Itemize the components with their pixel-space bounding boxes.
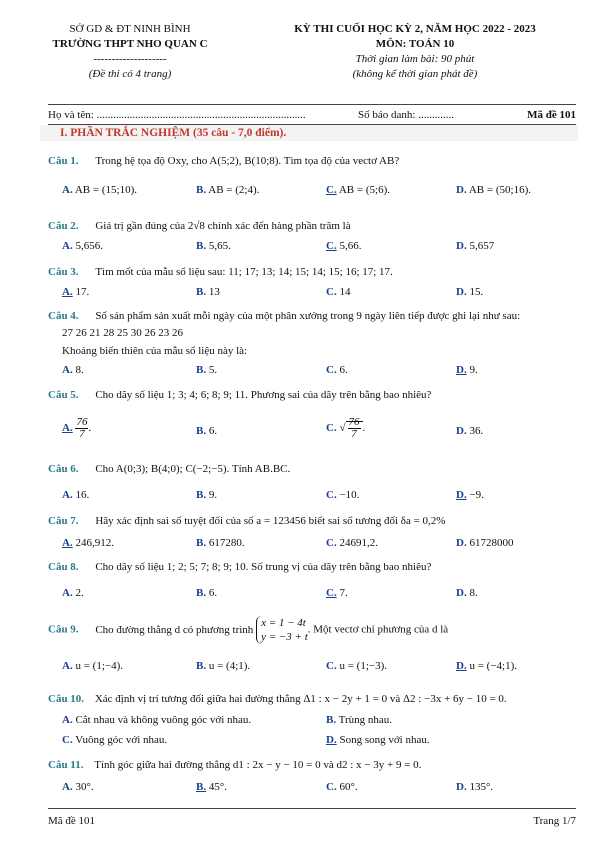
question-text: Giá trị gần đúng của 2√8 chính xác đến hàng phần trăm là	[95, 220, 351, 232]
school-name: TRƯỜNG THPT NHO QUAN C	[52, 38, 208, 50]
question-11	[48, 759, 576, 771]
exam-code: Mã đề 101	[527, 109, 576, 121]
option-a: A. AB = (15;10).	[62, 184, 137, 196]
option-c: C. √ $\frac{76}{7}$ .	[326, 416, 366, 440]
footer-divider	[48, 808, 576, 809]
option-c: C. 24691,2.	[326, 537, 378, 549]
option-d: D. Song song với nhau.	[326, 734, 430, 746]
question-subtext: Khoảng biến thiên của mẫu số liệu này là:	[62, 345, 248, 357]
page-number: Trang 1/7	[533, 815, 576, 827]
option-d: D. 61728000	[456, 537, 514, 549]
option-b: B. 45°.	[196, 781, 227, 793]
question-number: Câu 9.	[48, 623, 79, 636]
section-title: I. PHẦN TRẮC NGHIỆM (35 câu - 7,0 điểm).	[60, 127, 287, 139]
question-1	[48, 155, 576, 167]
question-text: . Một vectơ chỉ phương của d là	[307, 623, 449, 636]
question-number: Câu 2.	[48, 220, 79, 232]
divider	[48, 104, 576, 105]
exam-header	[250, 22, 580, 82]
option-c: C. AB = (5;6).	[326, 184, 390, 196]
question-text: Cho dãy số liệu 1; 3; 4; 6; 8; 9; 11. Phương sai của dãy trên bằng bao nhiêu?	[95, 389, 432, 401]
option-a: A. $\frac{76}{7}$ .	[62, 416, 92, 440]
option-d: D. u = (−4;1).	[456, 660, 517, 672]
question-number: Câu 11.	[48, 759, 84, 771]
option-b: B. AB = (2;4).	[196, 184, 260, 196]
option-c: C. −10.	[326, 489, 360, 501]
option-a: A. 8.	[62, 364, 84, 376]
question-text: Hãy xác định sai số tuyệt đối của số a = 123456 biết sai số tương đối δa = 0,2%	[95, 515, 446, 527]
option-d: D. 8.	[456, 587, 478, 599]
data-line: 27 26 21 28 25 30 26 23 26	[62, 327, 183, 339]
question-text: Trong hệ tọa độ Oxy, cho A(5;2), B(10;8). Tìm tọa độ của vectơ AB?	[95, 155, 400, 167]
question-number: Câu 10.	[48, 693, 85, 705]
student-info-row	[48, 109, 576, 121]
option-a: A. 30°.	[62, 781, 94, 793]
student-name-field: Họ và tên: ............................................................................	[48, 109, 306, 121]
question-number: Câu 5.	[48, 389, 79, 401]
option-c: C. u = (1;−3).	[326, 660, 387, 672]
question-text: Số sản phẩm sản xuất mỗi ngày của một phân xưởng trong 9 ngày liên tiếp được ghi lại như sau:	[95, 310, 521, 322]
option-a: A. 2.	[62, 587, 84, 599]
question-number: Câu 3.	[48, 266, 79, 278]
option-a: A. u = (1;−4).	[62, 660, 123, 672]
footer	[48, 815, 576, 827]
question-5	[48, 389, 576, 401]
option-b: B. Trùng nhau.	[326, 714, 393, 726]
option-b: B. 6.	[196, 587, 218, 599]
option-d: D. 5,657	[456, 240, 495, 252]
exam-time: Thời gian làm bài: 90 phút	[355, 53, 475, 65]
header-dashes: --------------------	[93, 53, 167, 65]
question-text: Cho đường thẳng d có phương trình	[95, 623, 254, 636]
question-6	[48, 463, 576, 475]
option-c: C. Vuông góc với nhau.	[62, 734, 168, 746]
question-10	[48, 693, 576, 705]
section-banner	[40, 125, 578, 141]
option-a: A. 16.	[62, 489, 90, 501]
option-a: A. 246,912.	[62, 537, 114, 549]
exam-title: KỲ THI CUỐI HỌC KỲ 2, NĂM HỌC 2022 - 2023	[294, 23, 536, 35]
option-b: B. 5.	[196, 364, 218, 376]
option-b: B. 9.	[196, 489, 218, 501]
option-d: D. 135°.	[456, 781, 494, 793]
student-id-field: Số báo danh: .............	[358, 109, 454, 121]
option-d: D. 36.	[456, 425, 484, 437]
option-d: D. −9.	[456, 489, 484, 501]
question-text: Xác định vị trí tương đối giữa hai đường thẳng Δ1 : x − 2y + 1 = 0 và Δ2 : −3x + 6y − 10 = 0.	[94, 693, 507, 705]
option-c: C. 14	[326, 286, 351, 298]
option-c: C. 5,66.	[326, 240, 362, 252]
time-note: (không kể thời gian phát đề)	[352, 68, 478, 80]
option-a: A. 5,656.	[62, 240, 103, 252]
option-b: B. 617280.	[196, 537, 245, 549]
question-number: Câu 8.	[48, 561, 79, 573]
option-d: D. 9.	[456, 364, 478, 376]
question-text: Cho A(0;3); B(4;0); C(−2;−5). Tính AB.BC.	[95, 463, 291, 475]
question-text: Tính góc giữa hai đường thẳng d1 : 2x − y − 10 = 0 và d2 : x − 3y + 9 = 0.	[94, 759, 422, 771]
question-4	[48, 310, 576, 322]
question-number: Câu 6.	[48, 463, 79, 475]
question-number: Câu 1.	[48, 155, 79, 167]
school-header	[20, 22, 240, 82]
question-number: Câu 7.	[48, 515, 79, 527]
question-number: Câu 4.	[48, 310, 79, 322]
option-c: C. 60°.	[326, 781, 358, 793]
question-2	[48, 220, 576, 232]
question-3	[48, 266, 576, 278]
question-text: Tìm mốt của mẫu số liệu sau: 11; 17; 13; 14; 15; 14; 15; 16; 17; 17.	[95, 266, 393, 278]
option-b: B. 13	[196, 286, 220, 298]
option-d: D. AB = (50;16).	[456, 184, 531, 196]
question-8	[48, 561, 576, 573]
pages-note: (Đề thi có 4 trang)	[88, 68, 172, 80]
footer-exam-code: Mã đề 101	[48, 815, 96, 827]
question-9	[48, 616, 576, 644]
option-b: B. 6.	[196, 425, 218, 437]
option-b: B. u = (4;1).	[196, 660, 251, 672]
question-7	[48, 515, 576, 527]
option-c: C. 7.	[326, 587, 348, 599]
subject: MÔN: TOÁN 10	[375, 38, 455, 50]
equation-system: x = 1 − 4t y = −3 + t	[256, 616, 308, 644]
option-d: D. 15.	[456, 286, 484, 298]
option-a: A. Cắt nhau và không vuông góc với nhau.	[62, 714, 252, 726]
question-text: Cho dãy số liệu 1; 2; 5; 7; 8; 9; 10. Số trung vị của dãy trên bằng bao nhiêu?	[95, 561, 432, 573]
option-b: B. 5,65.	[196, 240, 231, 252]
department-name: SỞ GD & ĐT NINH BÌNH	[69, 23, 191, 35]
option-a: A. 17.	[62, 286, 90, 298]
option-c: C. 6.	[326, 364, 348, 376]
